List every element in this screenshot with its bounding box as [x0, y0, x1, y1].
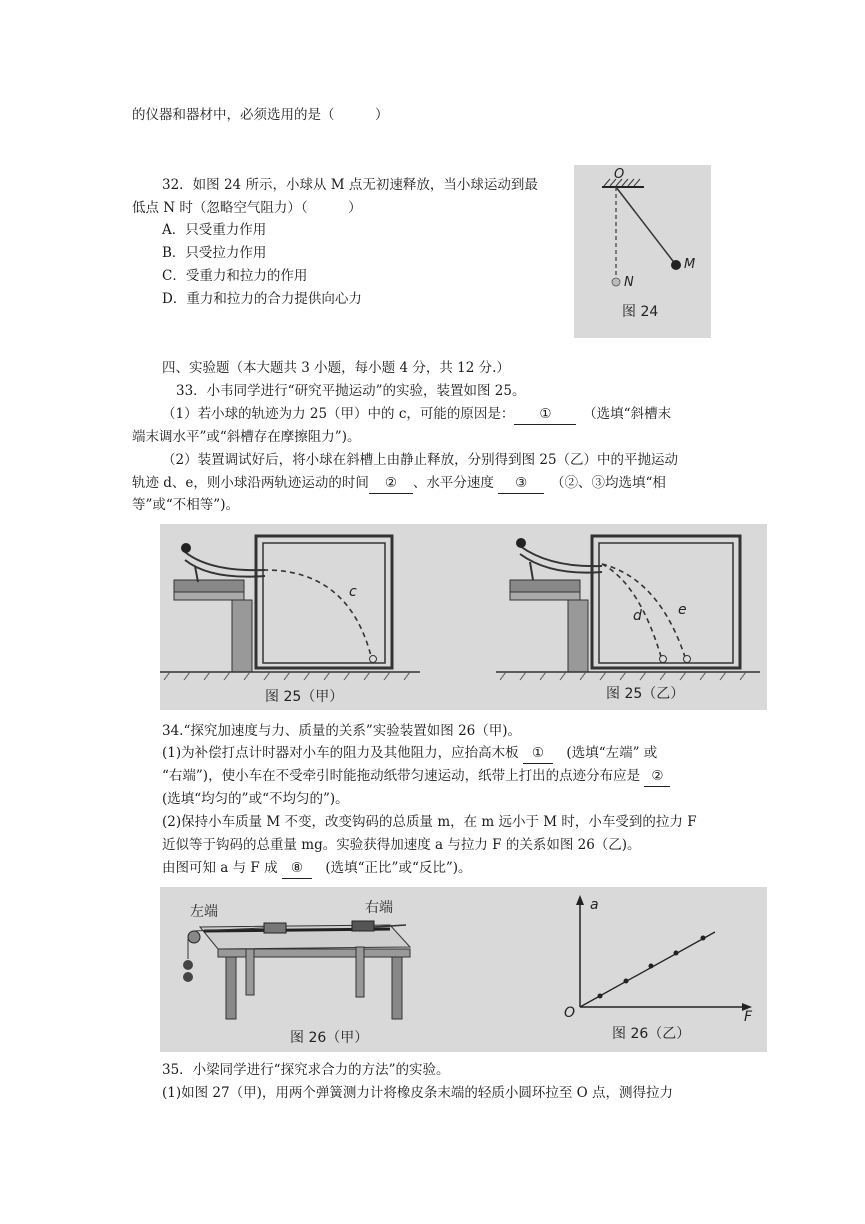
figure-25: [160, 524, 767, 710]
q34-p3-text: 由图可知 a 与 F 成: [162, 860, 278, 876]
figure-26-right-caption: 图 26（乙）: [612, 1026, 691, 1042]
figure-26-left-apparatus: [183, 921, 410, 1019]
ball-m-icon: [671, 260, 681, 270]
q32-option-d: D．重力和拉力的合力提供向心力: [162, 291, 362, 307]
label-origin: O: [564, 1005, 576, 1021]
ball-n-icon: [612, 278, 620, 286]
figure-25-right-apparatus: [496, 536, 760, 680]
q34-part3: [162, 858, 472, 879]
q33-part2-line3: 等”或“不相等”)。: [132, 497, 239, 513]
figure-24-caption: 图 24: [622, 304, 659, 320]
q33-blank-2: ②: [369, 473, 413, 494]
figure-24-pendulum: [574, 165, 711, 338]
q34-p1-hint: (选填“左端” 或: [566, 745, 658, 761]
q35-part1: (1)如图 27（甲)，用两个弹簧测力计将橡皮条末端的轻质小圆环拉至 O 点，测得拉力: [162, 1085, 674, 1101]
label-axis-a: a: [590, 897, 599, 913]
figure-26-left-caption: 图 26（甲）: [290, 1030, 369, 1046]
q34-part1-line2: [162, 766, 670, 787]
q33-part2-line2: [132, 473, 666, 494]
q34-part1-line1: [162, 743, 657, 764]
q33-p2-text: 轨迹 d、e，则小球沿两轨迹运动的时间: [132, 475, 369, 491]
q33-blank-3: ③: [498, 473, 544, 494]
q32-option-b: B．只受拉力作用: [162, 245, 267, 261]
label-m: M: [684, 257, 696, 272]
q33-part2-line1: （2）装置调试好后，将小球在斜槽上由静止释放，分别得到图 25（乙）中的平抛运动: [162, 452, 679, 468]
label-curve-d: d: [633, 608, 642, 624]
q32-stem-line2: 低点 N 时（忽略空气阻力）（ ）: [132, 200, 362, 216]
q33-p2-mid: 、水平分速度: [412, 475, 494, 491]
q32-option-c: C．受重力和拉力的作用: [162, 268, 308, 284]
q34-stem: 34.“探究加速度与力、质量的关系”实验装置如图 26（甲)。: [162, 723, 522, 739]
figure-25-left-caption: 图 25（甲）: [265, 689, 344, 705]
q34-blank-1: ①: [523, 743, 553, 764]
q33-part1-line2: 端末调水平”或“斜槽存在摩擦阻力”)。: [132, 429, 361, 445]
label-curve-e: e: [678, 602, 687, 618]
q31-tail-text: 的仪器和器材中，必须选用的是（ ）: [132, 107, 389, 123]
q34-part2-line2: 近似等于钩码的总重量 mg。实验获得加速度 a 与拉力 F 的关系如图 26（乙)。: [162, 837, 641, 853]
figure-25-left-apparatus: [160, 536, 420, 680]
label-left-end: 左端: [190, 904, 218, 920]
q34-part2-line1: (2)保持小车质量 M 不变，改变钩码的总质量 m，在 m 远小于 M 时，小车受到的拉力 F: [162, 814, 697, 830]
q33-stem: 33．小韦同学进行“研究平抛运动”的实验，装置如图 25。: [176, 383, 526, 399]
figure-25-right-caption: 图 25（乙）: [606, 686, 685, 702]
q34-p1-text: (1)为补偿打点计时器对小车的阻力及其他阻力，应抬高木板: [162, 745, 519, 761]
figure-26: [160, 887, 767, 1052]
figure-26-right-graph: [576, 895, 752, 1011]
q33-blank-1: ①: [514, 404, 576, 425]
label-curve-c: c: [349, 584, 357, 600]
q32-stem-line1: 32．如图 24 所示，小球从 M 点无初速释放，当小球运动到最: [162, 177, 538, 193]
q33-p2-hint: （②、③均选填“相: [557, 475, 666, 491]
q33-p1-hint: （选填“斜槽末: [589, 406, 672, 422]
q33-p1-text: （1）若小球的轨迹为力 25（甲）中的 c，可能的原因是：: [162, 406, 515, 422]
q35-stem: 35．小梁同学进行“探究求合力的方法”的实验。: [162, 1062, 450, 1078]
q33-part1-line1: [162, 404, 671, 425]
q34-p3-hint: (选填“正比”或“反比”)。: [325, 860, 472, 876]
q34-blank-3: ⑧: [282, 858, 312, 879]
section-4-heading: 四、实验题（本大题共 3 小题，每小题 4 分，共 12 分.）: [162, 360, 510, 376]
q34-part1-line3: (选填“均匀的”或“不均匀的”)。: [162, 791, 349, 807]
q34-p1-text2: “右端”)，使小车在不受牵引时能拖动纸带匀速运动，纸带上打出的点迹分布应是: [162, 768, 641, 784]
q32-option-a: A．只受重力作用: [162, 222, 267, 238]
label-right-end: 右端: [365, 900, 393, 916]
label-axis-f: F: [744, 1009, 753, 1025]
q34-blank-2: ②: [644, 766, 670, 787]
label-n: N: [624, 275, 634, 290]
label-o: O: [614, 167, 625, 182]
